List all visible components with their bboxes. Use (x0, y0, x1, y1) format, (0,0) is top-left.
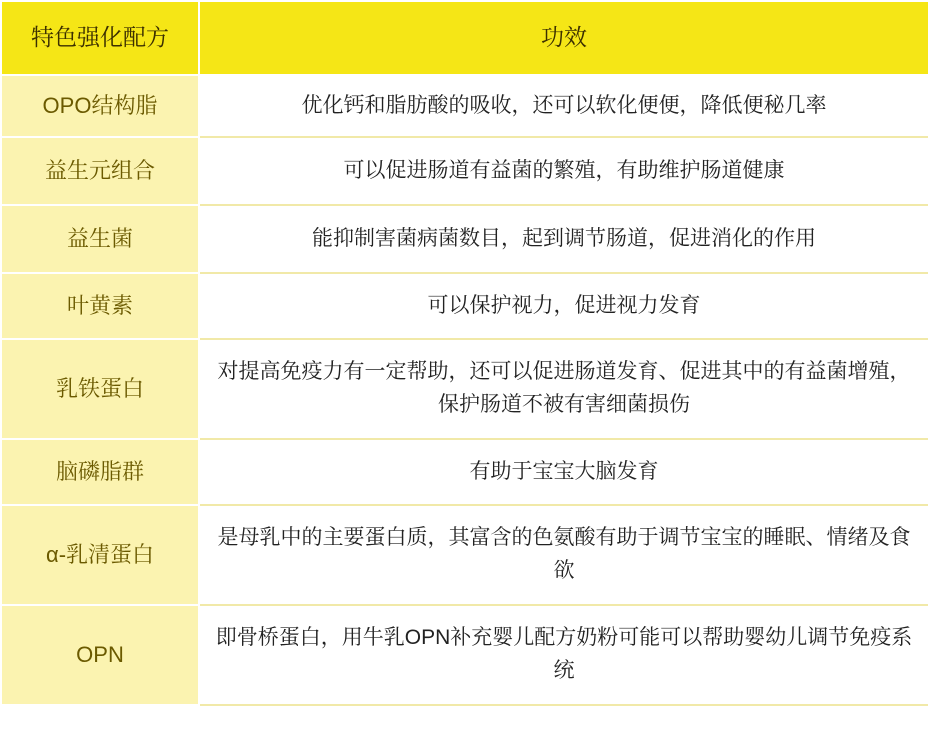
column-header-effect: 功效 (199, 1, 928, 75)
cell-formula-name: OPO结构脂 (1, 75, 199, 137)
cell-effect: 对提高免疫力有一定帮助，还可以促进肠道发育、促进其中的有益菌增殖，保护肠道不被有害细菌损伤 (199, 339, 928, 439)
cell-formula-name: α-乳清蛋白 (1, 505, 199, 605)
table-header-row (1, 1, 928, 75)
cell-formula-name: 叶黄素 (1, 273, 199, 339)
table-row (1, 605, 928, 705)
cell-effect: 优化钙和脂肪酸的吸收，还可以软化便便，降低便秘几率 (199, 75, 928, 137)
table-row (1, 205, 928, 273)
cell-effect: 可以促进肠道有益菌的繁殖，有助维护肠道健康 (199, 137, 928, 205)
table-row (1, 75, 928, 137)
table-header (1, 1, 928, 75)
cell-effect: 是母乳中的主要蛋白质，其富含的色氨酸有助于调节宝宝的睡眠、情绪及食欲 (199, 505, 928, 605)
cell-effect: 有助于宝宝大脑发育 (199, 439, 928, 505)
cell-formula-name: 益生菌 (1, 205, 199, 273)
table-row (1, 439, 928, 505)
cell-effect: 可以保护视力，促进视力发育 (199, 273, 928, 339)
cell-formula-name: 益生元组合 (1, 137, 199, 205)
cell-formula-name: 脑磷脂群 (1, 439, 199, 505)
cell-formula-name: 乳铁蛋白 (1, 339, 199, 439)
cell-formula-name: OPN (1, 605, 199, 705)
table-row (1, 339, 928, 439)
column-header-formula-name: 特色强化配方 (1, 1, 199, 75)
table-row (1, 137, 928, 205)
table-body (1, 75, 928, 705)
cell-effect: 即骨桥蛋白，用牛乳OPN补充婴儿配方奶粉可能可以帮助婴幼儿调节免疫系统 (199, 605, 928, 705)
table-row (1, 505, 928, 605)
table-row (1, 273, 928, 339)
cell-effect: 能抑制害菌病菌数目，起到调节肠道，促进消化的作用 (199, 205, 928, 273)
